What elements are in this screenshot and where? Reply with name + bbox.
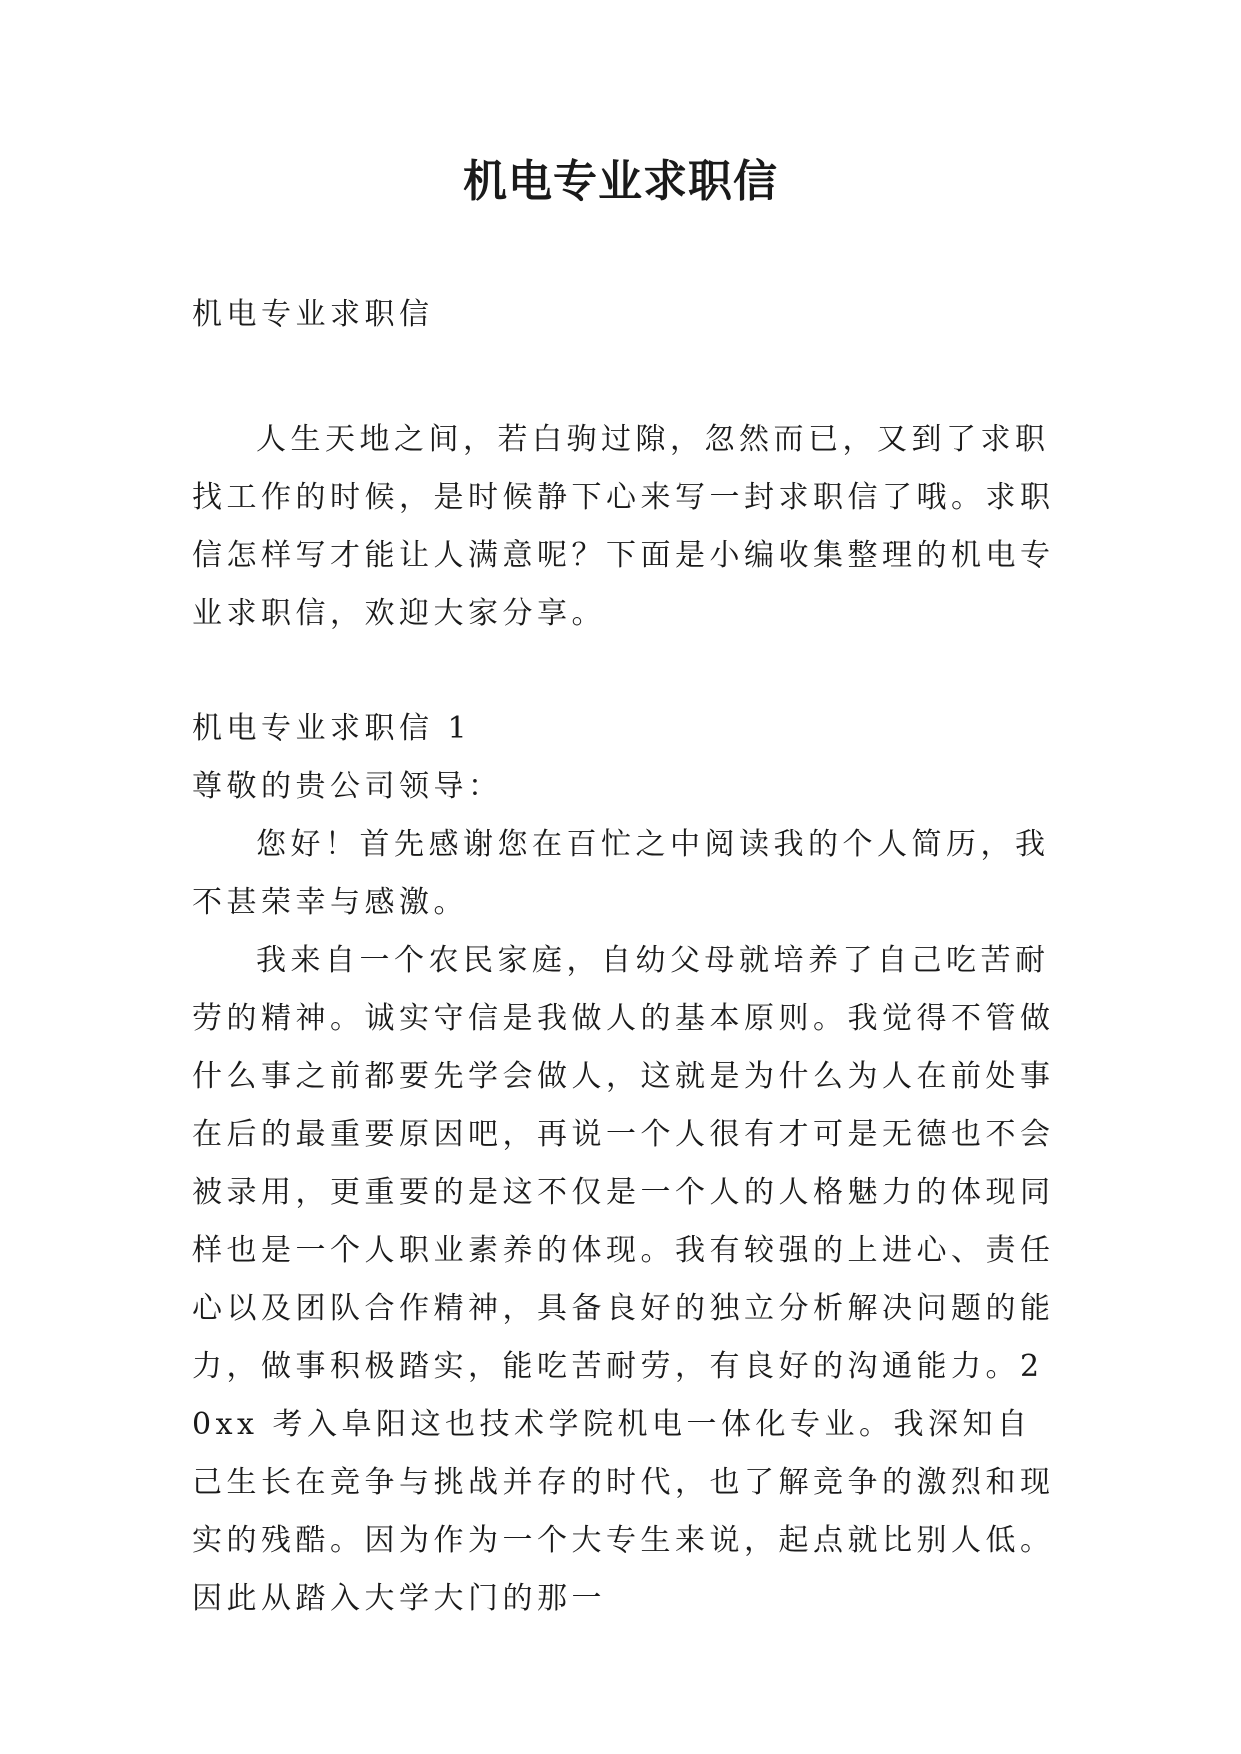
document-title: 机电专业求职信 xyxy=(463,156,778,207)
salutation: 尊敬的贵公司领导： xyxy=(192,769,503,804)
letter-paragraph: 您好！首先感谢您在百忙之中阅读我的个人简历，我不甚荣幸与感激。 xyxy=(192,827,1050,920)
letter-paragraph: 我来自一个农民家庭，自幼父母就培养了自己吃苦耐劳的精神。诚实守信是我做人的基本原则。我觉得不管做什么事之前都要先学会做人，这就是为什么为人在前处事在后的最重要原因吧，再说一个人很有才可是无德也不会被录用，更重要的是这不仅是一个人的人格魅力的体现同样也是一个人职业素养的体现。我有较强的上进心、责任心以及团队合作精神，具备良好的独立分析解决问题的能力，做事积极踏实，能吃苦耐劳，有良好的沟通能力。20xx 考入阜阳这也技术学院机电一体化专业。我深知自己生长在竞争与挑战并存的时代，也了解竞争的激烈和现实的残酷。因为作为一个大专生来说，起点就比别人低。因此从踏入大学大门的那一 xyxy=(192,943,1055,1616)
section-heading: 机电专业求职信 1 xyxy=(192,711,472,746)
document-subtitle: 机电专业求职信 xyxy=(192,297,434,332)
intro-paragraph: 人生天地之间，若白驹过隙，忽然而已，又到了求职找工作的时候，是时候静下心来写一封求职信了哦。求职信怎样写才能让人满意呢？下面是小编收集整理的机电专业求职信，欢迎大家分享。 xyxy=(192,422,1055,631)
letter-section xyxy=(192,700,1055,1628)
